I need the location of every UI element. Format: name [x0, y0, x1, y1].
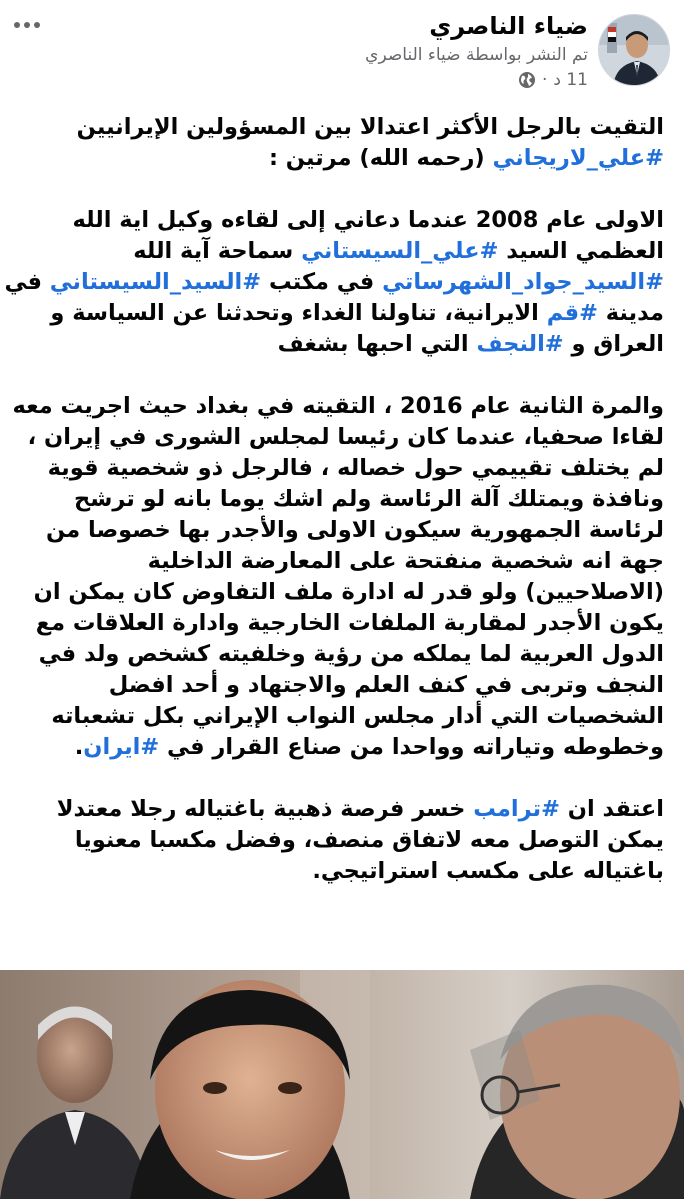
post-time[interactable]: 11 د — [553, 70, 588, 90]
text-line: التقيت بالرجل الأكثر اعتدالا بين المسؤولين الإيرانيين — [76, 114, 664, 140]
hashtag-link[interactable]: #ايران — [83, 734, 160, 760]
text-line: يمكن التوصل معه لاتفاق منصف، وفضل مكسبا معنويا — [74, 827, 664, 853]
avatar-photo — [599, 15, 670, 86]
hashtag-link[interactable]: #ترامب — [473, 796, 560, 822]
text-line: #السيد_جواد_الشهرساتي في مكتب #السيد_السيستاني في — [4, 269, 664, 295]
text-line: (الاصلاحيين) ولو قدر له ادارة ملف التفاوض كان يمكن ان — [33, 579, 664, 605]
text-line: لم يختلف تقييمي حول خصاله ، فالرجل ذو شخصية قوية — [47, 455, 664, 481]
hashtag-link[interactable]: #السيد_جواد_الشهرساتي — [382, 269, 664, 295]
text-line: اعتقد ان #ترامب خسر فرصة ذهبية باغتياله رجلا معتدلا — [56, 796, 664, 822]
paragraph-2 — [4, 205, 664, 360]
hashtag-link[interactable]: #قم — [546, 300, 598, 326]
paragraph-4 — [14, 794, 664, 887]
text-line: باغتياله على مكسب استراتيجي. — [312, 858, 664, 884]
text-line: مدينة #قم الايرانية، تناولنا الغداء وتحدثنا عن السياسة و — [50, 300, 664, 326]
text-line: العراق و #النجف التي احبها بشغف — [277, 331, 664, 357]
photo-illustration — [0, 970, 684, 1199]
text-line: يكون الأجدر لمقاربة الملفات الخارجية وادارة العلاقات مع — [35, 610, 664, 636]
text-line: ونافذة ويمتلك آلة الرئاسة ولم اشك يوما بانه لو ترشح — [74, 486, 664, 512]
post-text — [4, 112, 664, 887]
text-line: #علي_لاريجاني (رحمه الله) مرتين : — [268, 145, 664, 171]
posted-by-text: تم النشر بواسطة ضياء الناصري — [365, 45, 588, 65]
text-line: الشخصيات التي أدار مجلس النواب الإيراني بكل تشعباته — [51, 703, 664, 729]
hashtag-link[interactable]: #النجف — [476, 331, 564, 357]
more-dots-icon — [14, 22, 20, 28]
author-name[interactable]: ضياء الناصري — [429, 12, 588, 40]
meta-separator: · — [541, 70, 548, 90]
text-line: الدول العربية لما يملكه من رؤية وخلفيته كشخص ولد في — [38, 641, 664, 667]
text-line: لرئاسة الجمهورية سيكون الاولى والأجدر بها خصوصا من — [45, 517, 664, 543]
text-line: وخطوطه وتياراته وواحدا من صناع القرار في #ايران. — [74, 734, 664, 760]
hashtag-link[interactable]: #علي_السيستاني — [301, 238, 499, 264]
text-line: النجف وتربى في كنف العلم والاجتهاد و أحد افضل — [108, 672, 664, 698]
more-options-button[interactable] — [14, 22, 40, 28]
text-line: العظمي السيد #علي_السيستاني سماحة آية الله — [133, 238, 664, 264]
globe-icon — [518, 71, 536, 89]
paragraph-1 — [14, 112, 664, 174]
text-line: لقاءا صحفيا، عندما كان رئيسا لمجلس الشورى في إيران ، — [27, 424, 664, 450]
paragraph-3 — [14, 391, 664, 763]
post-meta — [365, 68, 588, 92]
text-line: الاولى عام 2008 عندما دعاني إلى لقاءه وكيل اية الله — [72, 207, 664, 233]
text-line: جهة انه شخصية منفتحة على المعارضة الداخلية — [147, 548, 664, 574]
hashtag-link[interactable]: #السيد_السيستاني — [49, 269, 262, 295]
avatar[interactable] — [598, 14, 670, 86]
hashtag-link[interactable]: #علي_لاريجاني — [492, 145, 664, 171]
post-header — [365, 10, 588, 92]
post-photo[interactable] — [0, 970, 684, 1199]
text-line: والمرة الثانية عام 2016 ، التقيته في بغداد حيث اجريت معه — [12, 393, 664, 419]
